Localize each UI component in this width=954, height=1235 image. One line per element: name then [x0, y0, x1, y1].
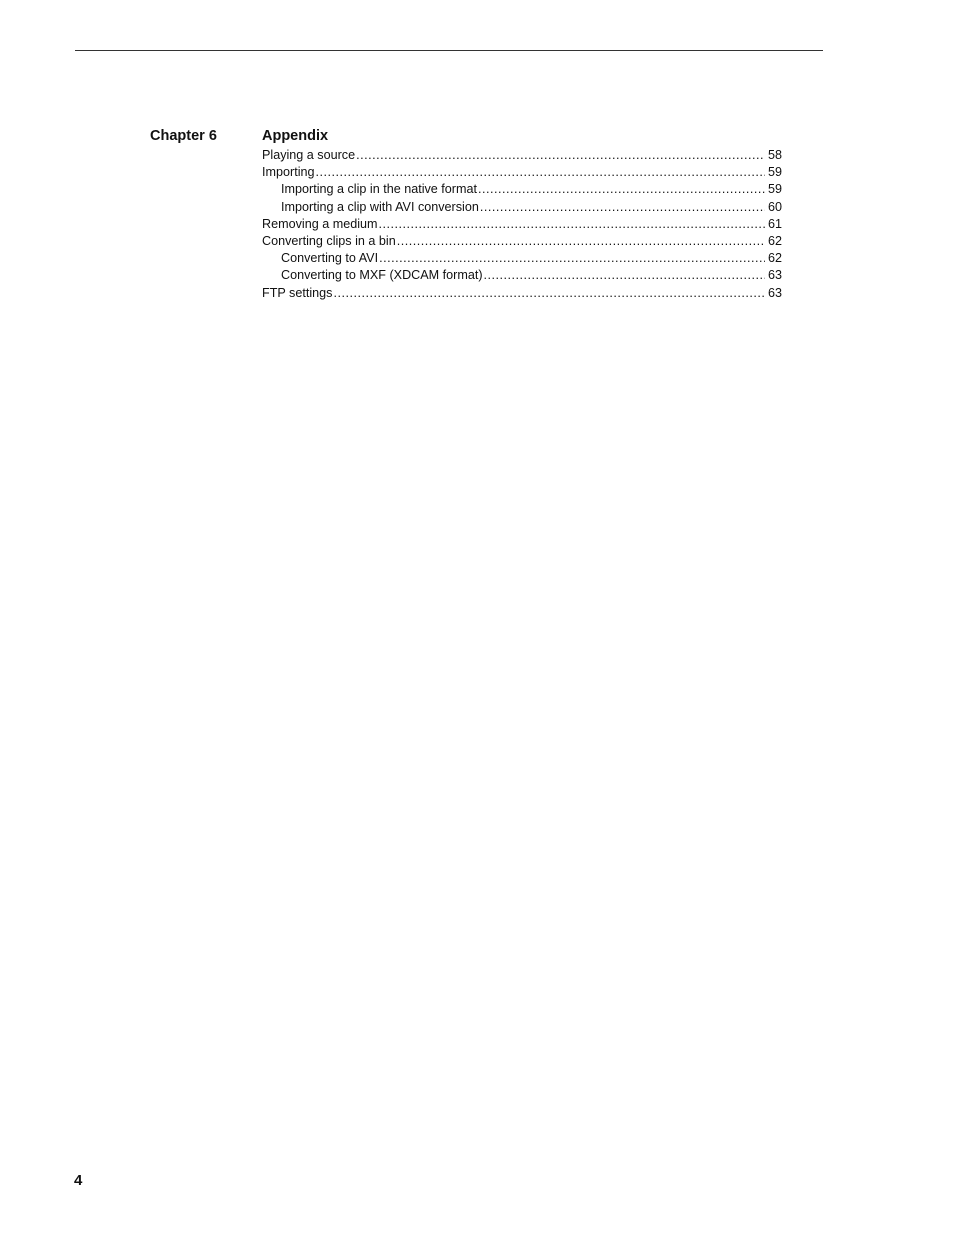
- toc-entry-text: Playing a source: [262, 148, 356, 162]
- chapter-toc-block: [262, 127, 782, 302]
- toc-leader-dots: [356, 147, 765, 164]
- toc-leader-dots: [480, 199, 765, 216]
- toc-entry-text: Importing a clip in the native format: [281, 182, 477, 197]
- chapter-title: Appendix: [262, 128, 329, 144]
- toc-entry-text: Importing: [262, 165, 315, 180]
- toc-leader-dots: [478, 181, 765, 198]
- toc-leader-dots: [484, 267, 765, 284]
- toc-entry-text: Converting to MXF (XDCAM format): [281, 268, 483, 283]
- toc-entry[interactable]: [262, 164, 782, 181]
- toc-entry-page: 60: [767, 199, 782, 214]
- toc-entry[interactable]: [262, 250, 782, 267]
- toc-entry[interactable]: [262, 216, 782, 233]
- toc-entry-page: 61: [767, 216, 782, 231]
- toc-leader-dots: [316, 164, 765, 181]
- toc-entry[interactable]: [262, 267, 782, 284]
- page-number: 4: [74, 1172, 83, 1189]
- toc-leader-dots: [397, 233, 765, 250]
- toc-entry-page: 63: [767, 268, 782, 283]
- toc-entry-text: Converting clips in a bin: [262, 233, 396, 248]
- toc-entry[interactable]: [262, 199, 782, 216]
- toc-entry-page: 62: [767, 251, 782, 266]
- toc-entry-page: 59: [767, 165, 782, 180]
- toc-leader-dots: [379, 216, 765, 233]
- toc-entry[interactable]: [262, 147, 782, 164]
- toc-leader-dots: [379, 250, 765, 267]
- toc-entry-text: Importing a clip with AVI conversion: [281, 199, 479, 214]
- chapter-label: Chapter 6: [150, 128, 217, 144]
- toc-list: [262, 147, 782, 302]
- toc-entry-page: 58: [767, 148, 782, 162]
- toc-entry-text: Converting to AVI: [281, 251, 379, 266]
- toc-leader-dots: [333, 285, 765, 302]
- toc-entry[interactable]: [262, 285, 782, 302]
- toc-entry-text: Removing a medium: [262, 216, 378, 231]
- toc-entry[interactable]: [262, 233, 782, 250]
- toc-entry-page: 63: [767, 285, 782, 300]
- toc-entry[interactable]: [262, 181, 782, 198]
- toc-entry-page: 62: [767, 233, 782, 248]
- toc-entry-text: FTP settings: [262, 285, 333, 300]
- toc-entry-page: 59: [767, 182, 782, 197]
- header-rule: [75, 50, 823, 51]
